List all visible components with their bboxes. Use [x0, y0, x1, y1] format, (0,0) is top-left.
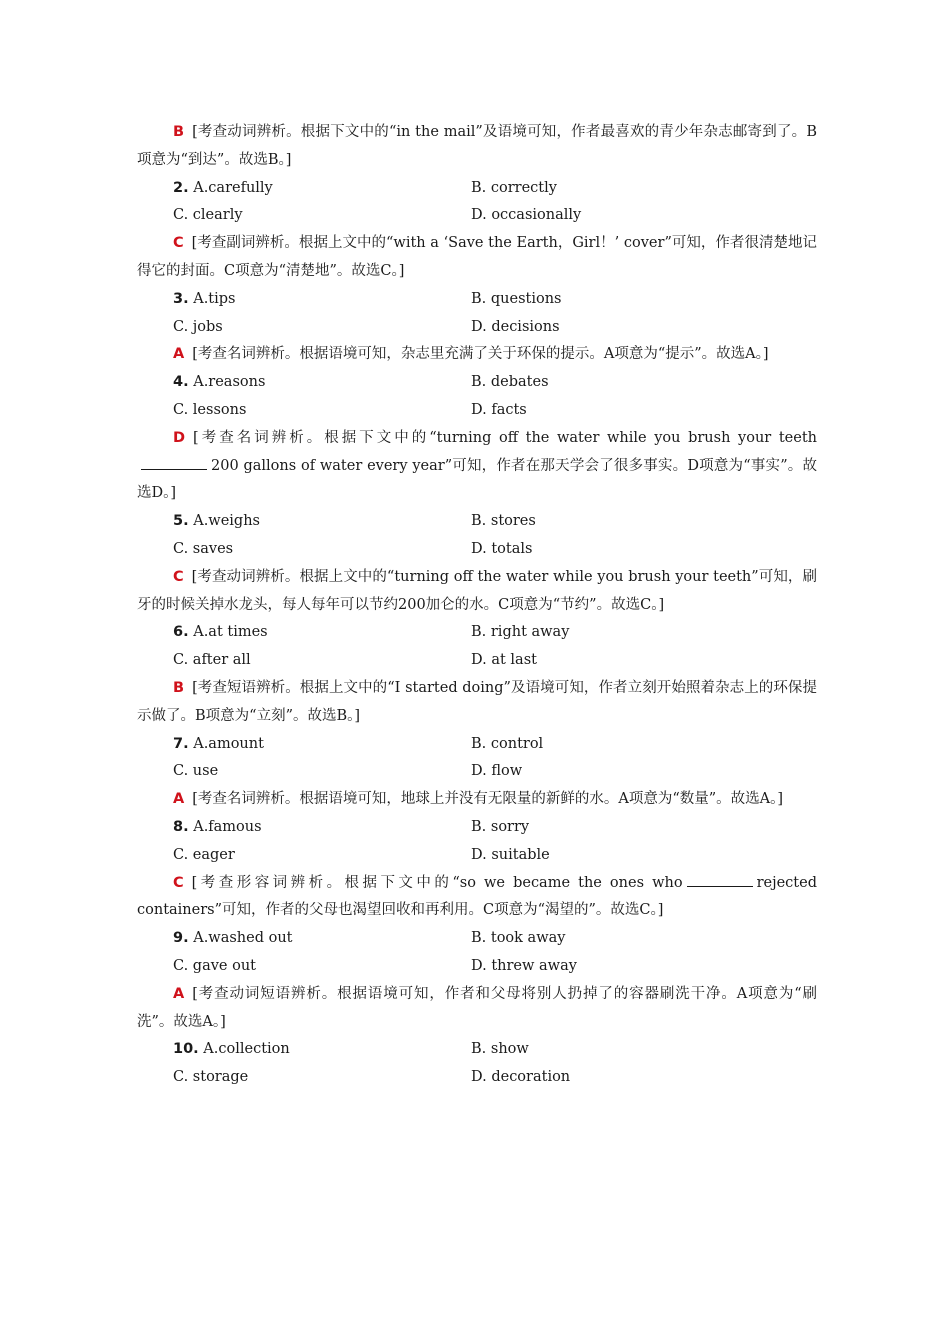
explanation-text-pre: [考查名词辨析。根据下文中的“turning off the water while you brush your teeth	[193, 429, 817, 446]
option-a: A.famous	[193, 818, 262, 835]
explanation-text: [考查短语辨析。根据上文中的“I started doing”及语境可知，作者立刻开始照着杂志上的环保提示做了。B项意为“立刻”。故选B。]	[137, 679, 817, 724]
explanation-q8	[137, 870, 817, 926]
options-row	[137, 647, 817, 675]
options-row	[137, 286, 817, 314]
question-number: 6.	[173, 624, 189, 641]
answer-letter: B	[173, 679, 185, 696]
blank-line	[141, 455, 207, 470]
options-row	[137, 731, 817, 759]
options-row	[137, 175, 817, 203]
option-d: D. suitable	[471, 846, 550, 863]
explanation-q4	[137, 425, 817, 508]
question-number: 8.	[173, 818, 189, 835]
question-number: 5.	[173, 513, 189, 530]
option-d: D. decisions	[471, 318, 560, 335]
explanation-q5	[137, 564, 817, 620]
option-c: C. after all	[173, 652, 251, 669]
option-b: B. correctly	[471, 179, 557, 196]
explanation-q9	[137, 981, 817, 1037]
option-c: C. saves	[173, 540, 234, 557]
options-row	[137, 314, 817, 342]
explanation-text: [考查动词辨析。根据下文中的“in the mail”及语境可知，作者最喜欢的青少年杂志邮寄到了。B项意为“到达”。故选B。]	[137, 124, 817, 168]
option-b: B. took away	[471, 930, 566, 947]
option-b: B. sorry	[471, 818, 530, 835]
options-row	[137, 619, 817, 647]
answer-letter: A	[173, 346, 185, 363]
question-number: 3.	[173, 290, 189, 307]
option-a: A.weighs	[193, 513, 260, 530]
options-row	[137, 369, 817, 397]
option-d: D. at last	[471, 652, 537, 669]
options-row	[137, 925, 817, 953]
blank-line	[687, 872, 753, 887]
option-c: C. eager	[173, 846, 235, 863]
answer-letter: A	[173, 791, 185, 808]
explanation-text: [考查动词短语辨析。根据语境可知，作者和父母将别人扔掉了的容器刷洗干净。A项意为“刷洗”。故选A。]	[137, 985, 817, 1030]
option-c: C. clearly	[173, 207, 243, 224]
option-d: D. threw away	[471, 957, 577, 974]
explanation-q1	[137, 119, 817, 175]
options-row	[137, 508, 817, 536]
question-number: 2.	[173, 179, 189, 196]
option-c: C. lessons	[173, 401, 247, 418]
answer-letter: B	[173, 124, 185, 140]
options-row	[137, 758, 817, 786]
option-b: B. control	[471, 735, 544, 752]
option-c: C. storage	[173, 1069, 249, 1086]
question-number: 9.	[173, 930, 189, 947]
answer-letter: D	[173, 429, 186, 446]
question-number: 4.	[173, 374, 189, 391]
options-row	[137, 953, 817, 981]
answer-letter: C	[173, 874, 184, 891]
options-row	[137, 536, 817, 564]
explanation-q7	[137, 786, 817, 814]
option-b: B. right away	[471, 624, 570, 641]
option-d: D. flow	[471, 763, 523, 780]
option-a: A.at times	[193, 624, 268, 641]
answer-letter: C	[173, 235, 184, 252]
explanation-text: [考查名词辨析。根据语境可知，杂志里充满了关于环保的提示。A项意为“提示”。故选A。]	[192, 346, 769, 363]
option-a: A.reasons	[193, 374, 266, 391]
option-a: A.amount	[193, 735, 264, 752]
explanation-q2	[137, 230, 817, 286]
options-row	[137, 202, 817, 230]
option-d: D. facts	[471, 401, 527, 418]
explanation-text: [考查动词辨析。根据上文中的“turning off the water while you brush your teeth”可知，刷牙的时候关掉水龙头，每人每年可以节约200加仑的水。C项意为“节约”。故选C。]	[137, 568, 817, 613]
answer-letter: C	[173, 568, 184, 585]
option-a: A.washed out	[193, 930, 293, 947]
document-page	[137, 119, 817, 1092]
question-number: 7.	[173, 735, 189, 752]
option-d: D. decoration	[471, 1069, 571, 1086]
option-b: B. show	[471, 1041, 529, 1058]
explanation-q6	[137, 675, 817, 731]
option-a: A.carefully	[193, 179, 273, 196]
option-c: C. jobs	[173, 318, 223, 335]
question-number: 10.	[173, 1041, 199, 1058]
options-row	[137, 397, 817, 425]
options-row	[137, 842, 817, 870]
option-c: C. gave out	[173, 957, 256, 974]
option-a: A.tips	[193, 290, 236, 307]
option-a: A.collection	[203, 1041, 290, 1058]
explanation-text-post: rejected containers”可知，作者的父母也渴望回收和再利用。C项意为“渴望的”。故选C。]	[137, 874, 817, 919]
option-c: C. use	[173, 763, 219, 780]
options-row	[137, 1064, 817, 1092]
explanation-text-pre: [考查形容词辨析。根据下文中的“so we became the ones who	[191, 874, 683, 891]
option-d: D. occasionally	[471, 207, 582, 224]
explanation-text: [考查副词辨析。根据上文中的“with a ‘Save the Earth，Girl！’ cover”可知，作者很清楚地记得它的封面。C项意为“清楚地”。故选C。]	[137, 235, 817, 279]
option-b: B. questions	[471, 290, 562, 307]
explanation-text: [考查名词辨析。根据语境可知，地球上并没有无限量的新鲜的水。A项意为“数量”。故选A。]	[192, 791, 784, 808]
answer-letter: A	[173, 985, 185, 1002]
explanation-q3	[137, 341, 817, 369]
option-d: D. totals	[471, 540, 533, 557]
explanation-text-post: 200 gallons of water every year”可知，作者在那天学会了很多事实。D项意为“事实”。故选D。]	[137, 457, 817, 502]
options-row	[137, 814, 817, 842]
options-row	[137, 1036, 817, 1064]
option-b: B. debates	[471, 374, 549, 391]
option-b: B. stores	[471, 513, 536, 530]
